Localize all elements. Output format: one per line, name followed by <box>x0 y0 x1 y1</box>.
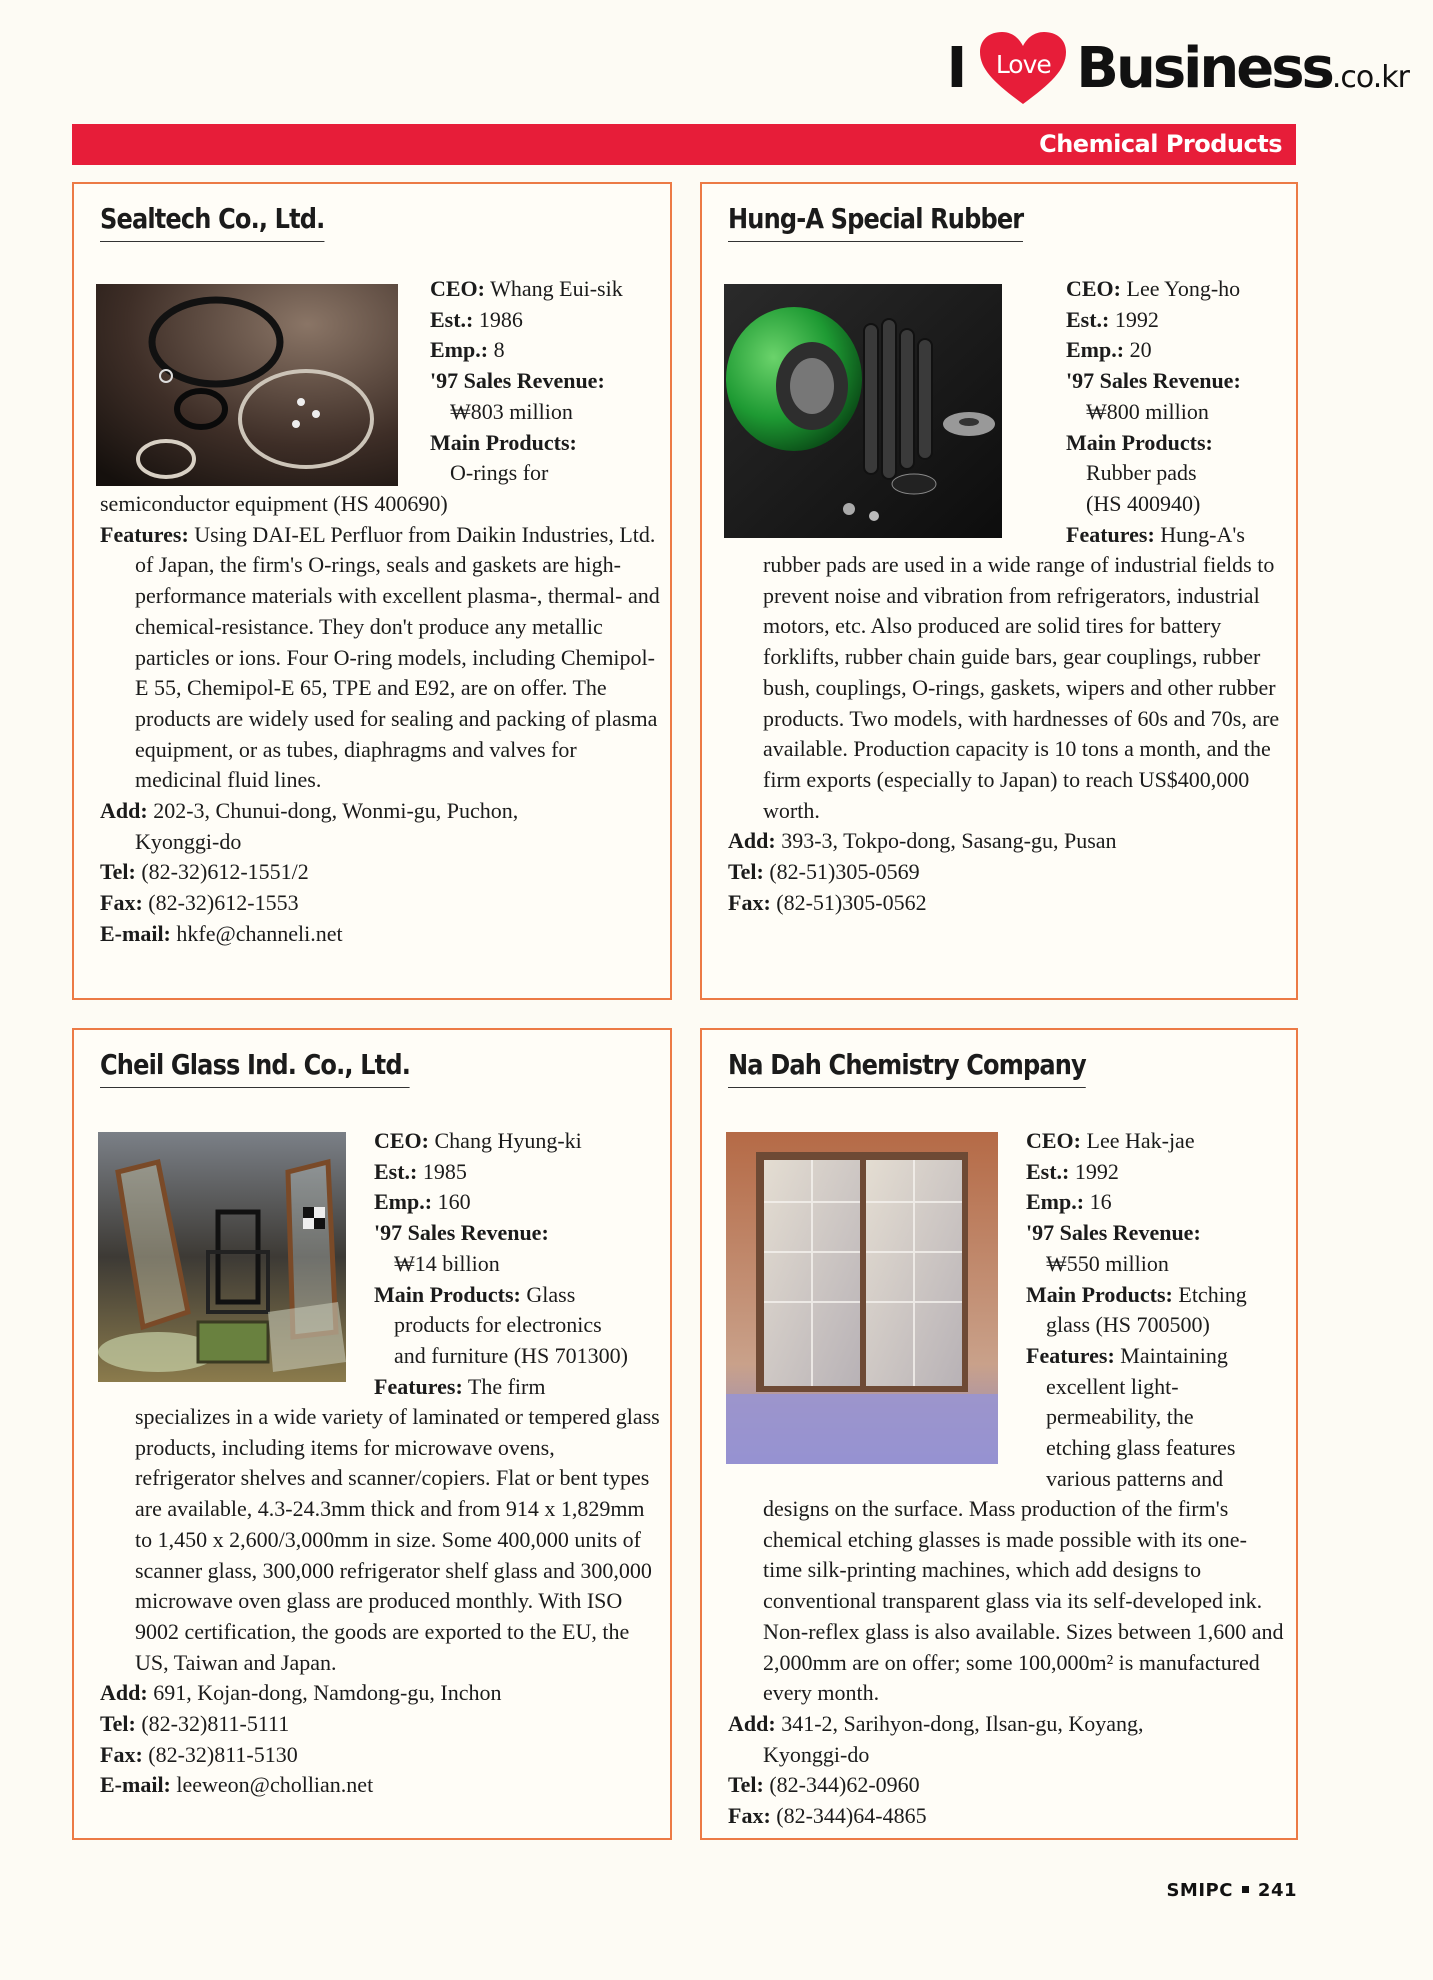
o-rings-photo <box>96 284 398 486</box>
address-label: Add: <box>728 1710 776 1736</box>
features-text-line-4: etching glass features <box>1046 1435 1236 1461</box>
company-card-hung-a <box>700 182 1298 1000</box>
fax-label: Fax: <box>728 1803 771 1829</box>
fax-label: Fax: <box>728 889 771 915</box>
products-value-cont-2: and furniture (HS 701300) <box>394 1342 629 1368</box>
tel-value: (82-51)305-0569 <box>769 859 920 885</box>
tel-label: Tel: <box>100 1711 136 1737</box>
company-description <box>728 550 1284 918</box>
address-value: 691, Kojan-dong, Namdong-gu, Inchon <box>153 1680 502 1706</box>
company-name: Cheil Glass Ind. Co., Ltd. <box>100 1048 410 1088</box>
tel-label: Tel: <box>100 859 136 885</box>
email-label: E-mail: <box>100 920 171 946</box>
products-value: Etching <box>1178 1281 1247 1307</box>
email-link[interactable]: hkfe@channeli.net <box>176 920 343 946</box>
company-card-na-dah <box>700 1028 1298 1840</box>
ceo-value: Lee Yong-ho <box>1126 276 1241 301</box>
email-link[interactable]: leeweon@chollian.net <box>176 1772 374 1798</box>
glass-products-photo <box>98 1132 346 1382</box>
est-label: Est.: <box>1026 1158 1070 1184</box>
sales-value: ₩14 billion <box>394 1250 500 1276</box>
bullet-icon <box>1242 1886 1249 1893</box>
ceo-label: CEO: <box>430 276 485 301</box>
products-label: Main Products: <box>1066 429 1213 455</box>
features-text-line-5: various patterns and <box>1046 1465 1224 1491</box>
fax-value: (82-32)811-5130 <box>148 1741 298 1767</box>
products-label: Main Products: <box>374 1281 521 1307</box>
brand-tld: .co.kr <box>1331 59 1409 95</box>
ceo-value: Lee Hak-jae <box>1086 1128 1195 1153</box>
brand-logo <box>946 28 1409 108</box>
fax-label: Fax: <box>100 1741 143 1767</box>
sales-value: ₩803 million <box>450 398 573 424</box>
section-label: Chemical Products <box>1039 130 1282 158</box>
page-folio <box>1166 1880 1297 1901</box>
emp-value: 8 <box>493 337 505 363</box>
address-value: 202-3, Chunui-dong, Wonmi-gu, Puchon, <box>153 798 519 824</box>
address-value: 341-2, Sarihyon-dong, Ilsan-gu, Koyang, <box>781 1710 1144 1736</box>
ceo-value: Whang Eui-sik <box>490 276 623 301</box>
address-label: Add: <box>728 828 776 854</box>
ceo-label: CEO: <box>1066 276 1121 301</box>
emp-label: Emp.: <box>1026 1189 1085 1215</box>
company-facts <box>1026 1126 1247 1494</box>
company-card-cheil-glass <box>72 1028 672 1840</box>
products-label: Main Products: <box>430 429 577 455</box>
sales-label: '97 Sales Revenue: <box>1026 1220 1201 1246</box>
fax-value: (82-32)612-1553 <box>148 890 299 916</box>
features-label: Features: <box>100 521 189 547</box>
features-text-start: The firm <box>467 1373 546 1399</box>
features-label: Features: <box>1066 521 1155 547</box>
products-value-cont: (HS 400940) <box>1086 490 1201 516</box>
products-value-cont: semiconductor equipment (HS 400690) <box>100 491 448 516</box>
sales-value: ₩800 million <box>1086 398 1209 424</box>
address-label: Add: <box>100 798 148 824</box>
brand-business: Business <box>1076 35 1332 101</box>
company-description <box>100 489 660 950</box>
features-text-start: Hung-A's <box>1160 521 1245 547</box>
emp-label: Emp.: <box>374 1189 433 1215</box>
features-text: Using DAI-EL Perfluor from Daikin Industries, Ltd. of Japan, the firm's O-rings, seals and gaskets are high-performance materials with excellent plasma-, thermal- and chemical-resistance. They don't produce any metallic particles or ions. Four O-ring models, including Chemipol-E 55, Chemipol-E 65, TPE and E92, are on offer. The products are widely used for sealing and packing of plasma equipment, or as tubes, diaphragms and valves for medicinal fluid lines. <box>135 521 660 793</box>
est-label: Est.: <box>374 1158 418 1184</box>
products-value: Rubber pads <box>1086 460 1197 486</box>
features-text-start: Maintaining <box>1120 1342 1228 1368</box>
etched-glass-door-photo <box>726 1132 998 1464</box>
brand-love: Love <box>995 50 1051 79</box>
email-label: E-mail: <box>100 1772 171 1798</box>
sales-value: ₩550 million <box>1046 1250 1169 1276</box>
brand-i: I <box>946 35 967 101</box>
products-value: Glass <box>526 1281 576 1307</box>
company-name: Sealtech Co., Ltd. <box>100 202 324 242</box>
tel-label: Tel: <box>728 1772 764 1798</box>
products-value: O-rings for <box>450 460 549 486</box>
company-facts <box>1066 274 1245 550</box>
est-value: 1986 <box>478 306 523 332</box>
company-facts <box>430 274 623 489</box>
sales-label: '97 Sales Revenue: <box>430 368 605 394</box>
emp-value: 16 <box>1089 1189 1112 1215</box>
emp-value: 20 <box>1129 337 1152 363</box>
company-description <box>100 1402 660 1801</box>
heart-icon <box>976 30 1070 106</box>
publication-name: SMIPC <box>1166 1880 1233 1901</box>
sales-label: '97 Sales Revenue: <box>1066 368 1241 394</box>
address-label: Add: <box>100 1680 148 1706</box>
company-description <box>728 1494 1284 1832</box>
products-value-cont: glass (HS 700500) <box>1046 1312 1210 1338</box>
features-text: specializes in a wide variety of laminated or tempered glass products, including items for microwave ovens, refrigerator shelves and scanner/copiers. Flat or bent types are available, 4.3-24.3mm thick and from 914 x 1,829mm to 1,450 x 2,600/3,000mm in size. Some 400,000 units of scanner glass, 300,000 refrigerator shelf glass and 300,000 microwave oven glass are produced monthly. With ISO 9002 certification, the goods are exported to the EU, the US, Taiwan and Japan. <box>135 1404 660 1675</box>
products-label: Main Products: <box>1026 1281 1173 1307</box>
features-text: rubber pads are used in a wide range of industrial fields to prevent noise and vibration from refrigerators, industrial motors, etc. Also produced are solid tires for battery forklifts, rubber chain guide bars, gear couplings, rubber bush, couplings, O-rings, gaskets, wipers and other rubber products. Two models, with hardnesses of 60s and 70s, are available. Production capacity is 10 tons a month, and the firm exports (especially to Japan) to reach US$400,000 worth. <box>763 552 1280 823</box>
est-value: 1985 <box>422 1158 467 1184</box>
ceo-value: Chang Hyung-ki <box>434 1128 582 1153</box>
rubber-parts-photo <box>724 284 1002 538</box>
features-label: Features: <box>374 1373 463 1399</box>
features-text-line-2: excellent light- <box>1046 1373 1179 1399</box>
tel-label: Tel: <box>728 859 764 885</box>
est-value: 1992 <box>1114 306 1159 332</box>
emp-value: 160 <box>437 1189 471 1215</box>
tel-value: (82-32)811-5111 <box>141 1711 290 1737</box>
address-value-cont: Kyonggi-do <box>763 1741 870 1767</box>
address-value-cont: Kyonggi-do <box>135 828 242 854</box>
fax-value: (82-344)64-4865 <box>776 1803 927 1829</box>
products-value-cont: products for electronics <box>394 1312 602 1338</box>
ceo-label: CEO: <box>374 1128 429 1153</box>
address-value: 393-3, Tokpo-dong, Sasang-gu, Pusan <box>781 828 1117 854</box>
fax-label: Fax: <box>100 890 143 916</box>
est-label: Est.: <box>430 306 474 332</box>
company-name: Hung-A Special Rubber <box>728 202 1023 242</box>
company-facts <box>374 1126 628 1402</box>
page-number: 241 <box>1257 1880 1297 1901</box>
est-value: 1992 <box>1074 1158 1119 1184</box>
emp-label: Emp.: <box>430 337 489 363</box>
features-label: Features: <box>1026 1342 1115 1368</box>
ceo-label: CEO: <box>1026 1128 1081 1153</box>
emp-label: Emp.: <box>1066 337 1125 363</box>
fax-value: (82-51)305-0562 <box>776 889 927 915</box>
section-header <box>72 124 1296 165</box>
sales-label: '97 Sales Revenue: <box>374 1220 549 1246</box>
features-text-line-3: permeability, the <box>1046 1404 1194 1430</box>
company-name: Na Dah Chemistry Company <box>728 1048 1086 1088</box>
company-card-sealtech <box>72 182 672 1000</box>
features-text: designs on the surface. Mass production of the firm's chemical etching glasses is made possible with its one-time silk-printing machines, which add designs to conventional transparent glass via its self-developed ink. Non-reflex glass is also available. Sizes between 1,600 and 2,000mm are on offer; some 100,000m² is manufactured every month. <box>763 1496 1284 1706</box>
tel-value: (82-344)62-0960 <box>769 1772 920 1798</box>
est-label: Est.: <box>1066 306 1110 332</box>
tel-value: (82-32)612-1551/2 <box>141 859 309 885</box>
